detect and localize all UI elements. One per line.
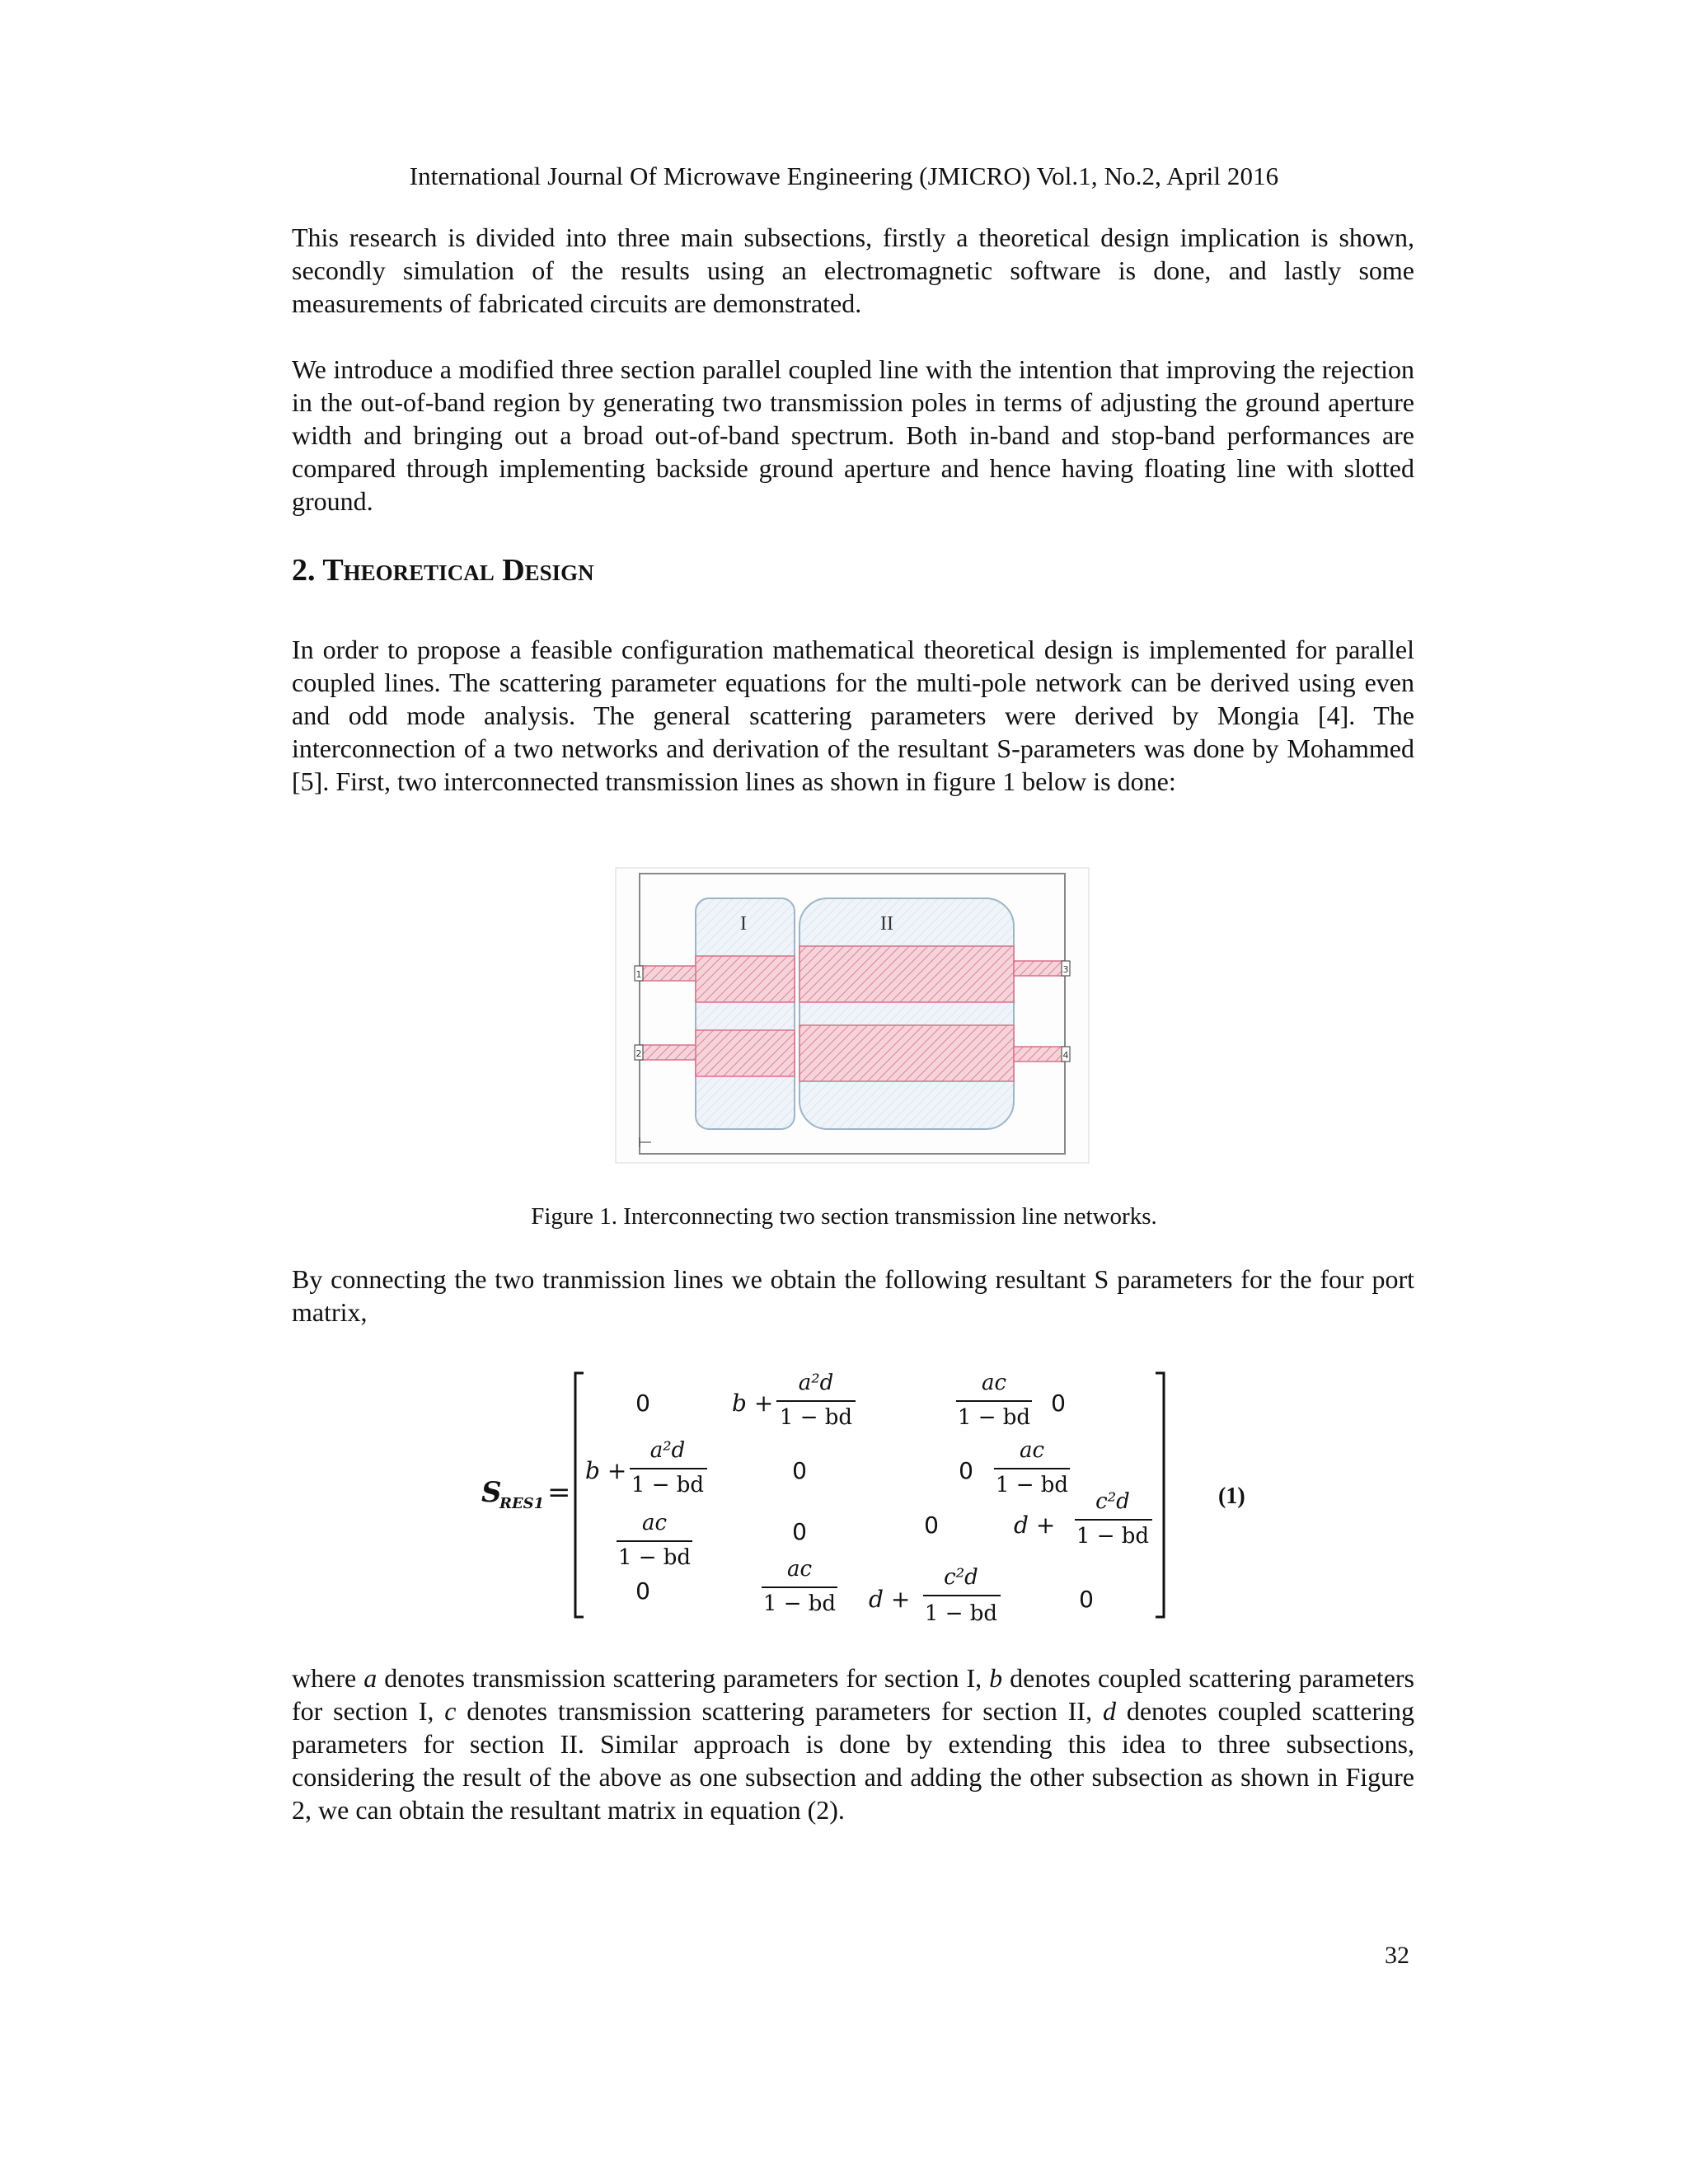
section-two-line-top [799, 946, 1014, 1002]
eq-r2c3: 0 [959, 1457, 973, 1484]
section-one-line-bottom [696, 1030, 795, 1076]
eq-r4c3-den: 1 − bd [924, 1601, 998, 1626]
port-label-1: 1 [635, 969, 642, 980]
section-two-line-bottom [799, 1025, 1014, 1081]
definitions-text-5: denotes coupled scattering parameters for section II. Similar approach is done by extending this idea to three subsections, considering the result of the above as one subsection and adding the other subsection as shown in Figure 2, we can obtain the resultant matrix in equation (2). [292, 1696, 1415, 1825]
eq-r3c2: 0 [792, 1518, 807, 1545]
eq-r1c3-den: 1 − bd [957, 1405, 1031, 1430]
definitions-text-2: denotes transmission scattering parameters for section I, [377, 1663, 990, 1693]
eq-lhs-sub: RES1 [499, 1495, 545, 1512]
journal-header: International Journal Of Microwave Engineering (JMICRO) Vol.1, No.2, April 2016 [409, 162, 1279, 190]
eq-equals: = [547, 1476, 571, 1509]
eq-r1c2-den: 1 − bd [779, 1405, 853, 1430]
section-label-two: II [880, 913, 893, 935]
eq-r4c2-den: 1 − bd [762, 1591, 837, 1616]
definitions-text-4: denotes transmission scattering parameters for section II, [456, 1696, 1103, 1726]
eq-r3c4-den: 1 − bd [1076, 1524, 1150, 1549]
feed-port-4 [1014, 1047, 1065, 1062]
eq-left-bracket [575, 1373, 584, 1617]
eq-r3c3: 0 [924, 1511, 939, 1539]
eq-right-bracket [1156, 1373, 1164, 1617]
eq-r1c4: 0 [1051, 1390, 1066, 1417]
port-label-4: 4 [1062, 1050, 1069, 1061]
paragraph-theory: In order to propose a feasible configuration mathematical theoretical design is implemented for parallel coupled lines. The scattering parameter equations for the multi-pole network can be derived using even and odd mode analysis. The general scattering parameters were derived by Mongia [4]. The interconnection of a two networks and derivation of the resultant S-parameters was done by Mohammed [5]. First, two interconnected transmission lines as shown in figure 1 below is done: [292, 635, 1414, 796]
page-number: 32 [1385, 1942, 1409, 1969]
var-b: b [989, 1663, 1003, 1693]
eq-r1c1: 0 [635, 1390, 650, 1417]
var-a: a [363, 1663, 377, 1693]
equation-number: (1) [1218, 1483, 1245, 1509]
eq-r3c1-den: 1 − bd [617, 1545, 692, 1570]
eq-r1c2-prefix: b + [732, 1390, 774, 1417]
definitions-text-3: denotes coupled scattering parameters for section I, [292, 1663, 1415, 1726]
eq-r2c4-den: 1 − bd [995, 1473, 1069, 1497]
eq-r2c1-num: a²d [649, 1438, 686, 1463]
eq-r4c3-prefix: d + [869, 1586, 911, 1613]
paragraph-intro: This research is divided into three main subsections, firstly a theoretical design implication is shown, secondly simulation of the results using an electromagnetic software is done, and lastly some measurements of fabricated circuits are demonstrated. [292, 223, 1414, 318]
feed-port-1 [640, 966, 696, 981]
eq-r1c3-num: ac [981, 1371, 1007, 1395]
paragraph-proposal: We introduce a modified three section parallel coupled line with the intention that improving the rejection in the out-of-band region by generating two transmission poles in terms of adjusting the ground aperture width and bringing out a broad out-of-band spectrum. Both in-band and stop-band performances are compared through implementing backside ground aperture and hence having floating line with slotted ground. [292, 354, 1414, 516]
eq-lhs: S [481, 1476, 502, 1509]
paragraph-result: By connecting the two tranmission lines we obtain the following resultant S parameters for the four port matrix, [292, 1264, 1414, 1327]
paragraph-definitions [292, 1661, 1414, 1826]
eq-r2c1-prefix: b + [585, 1457, 627, 1484]
feed-port-2 [640, 1045, 696, 1060]
section-one-line-top [696, 956, 795, 1002]
eq-r4c1: 0 [635, 1577, 650, 1605]
eq-r4c2-num: ac [786, 1557, 813, 1582]
eq-r3c4-prefix: d + [1014, 1511, 1056, 1539]
var-d: d [1102, 1696, 1116, 1726]
equation-s-matrix [470, 1360, 1253, 1632]
section-heading: 2. Theoretical Design [292, 553, 594, 588]
eq-r2c1-den: 1 − bd [631, 1473, 705, 1497]
eq-r1c2-num: a²d [798, 1371, 834, 1395]
var-c: c [444, 1696, 457, 1726]
eq-r3c4-num: c²d [1095, 1489, 1130, 1514]
eq-r3c1-num: ac [641, 1511, 668, 1535]
section-label-one: I [740, 913, 747, 935]
definitions-text-1: where [292, 1663, 364, 1693]
port-label-2: 2 [635, 1048, 642, 1059]
section-two-block [799, 898, 1014, 1129]
eq-r2c2: 0 [792, 1457, 807, 1484]
figure-transmission-lines [615, 867, 1090, 1164]
figure-caption: Figure 1. Interconnecting two section transmission line networks. [531, 1203, 1157, 1230]
feed-port-3 [1014, 961, 1065, 976]
port-label-3: 3 [1062, 964, 1069, 975]
eq-r4c4: 0 [1079, 1586, 1094, 1613]
eq-r2c4-num: ac [1019, 1438, 1045, 1463]
eq-r4c3-num: c²d [944, 1565, 978, 1590]
